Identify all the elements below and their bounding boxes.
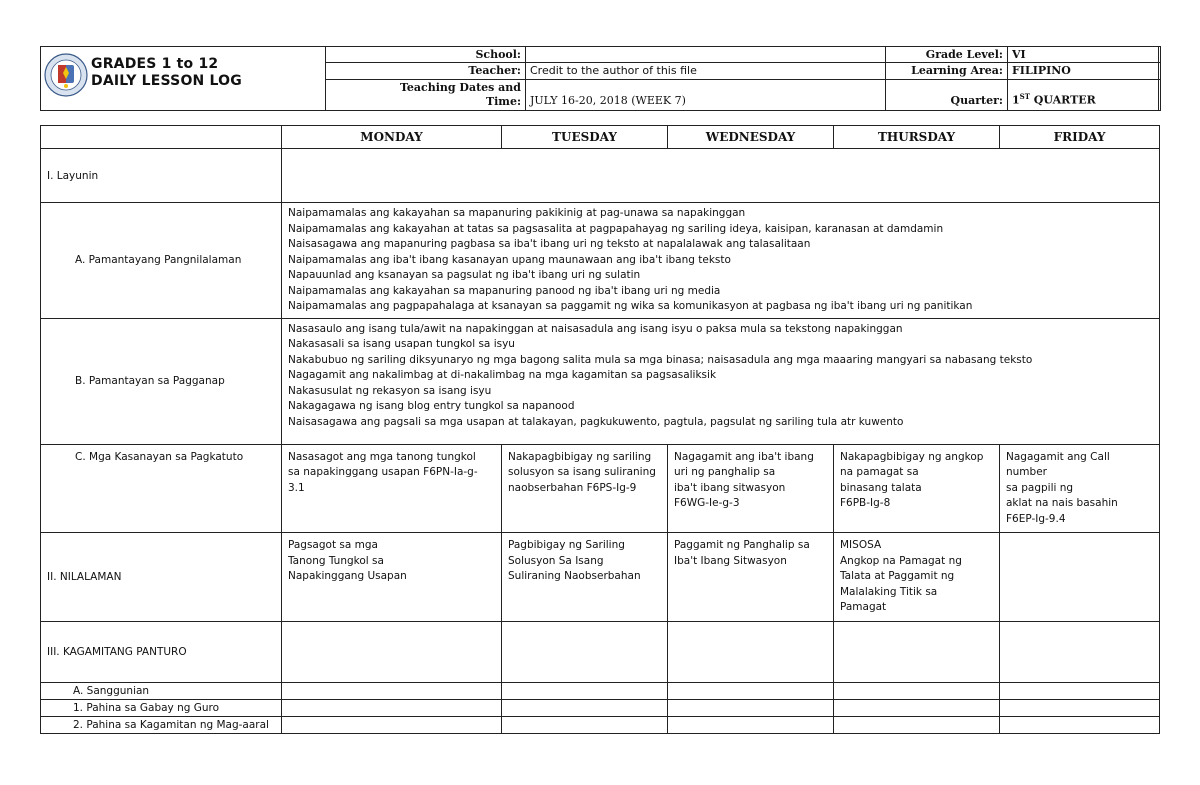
- kagamitan-row: [41, 622, 1160, 683]
- pamantayan-pagganap-label: B. Pamantayan sa Pagganap: [41, 318, 282, 444]
- deped-seal-logo: [44, 53, 88, 97]
- kagamitan-magaaral-monday: [282, 717, 502, 734]
- cell-line: Solusyon Sa Isang: [508, 554, 604, 567]
- quarter-ordinal-suffix: ST: [1019, 92, 1030, 102]
- list-item: Naipamamalas ang kakayahan at tatas sa pagsasalita at pagpapahayag ng sariling ideya, kaisipan, karanasan at damdamin: [288, 222, 944, 235]
- cell-line: Paggamit ng Panghalip sa: [674, 539, 810, 551]
- day-header-monday: MONDAY: [282, 126, 502, 149]
- cell-line: F6PB-Ig-8: [840, 497, 891, 509]
- lesson-log-table: [40, 125, 1160, 734]
- sanggunian-label: A. Sanggunian: [41, 683, 282, 700]
- gabay-guro-row: [41, 700, 1160, 717]
- list-item: Nagagamit ang nakalimbag at di-nakalimbag na mga kagamitan sa pagsasaliksik: [288, 369, 717, 381]
- kasanayan-wednesday: [668, 444, 834, 533]
- cell-line: Pamagat: [840, 601, 887, 613]
- cell-line: sa pagpili ng: [1006, 481, 1074, 494]
- cell-line: na pamagat sa: [840, 466, 919, 478]
- sanggunian-row: [41, 683, 1160, 700]
- list-item: Nakasasali sa isang usapan tungkol sa isyu: [288, 338, 515, 350]
- grade-level-value: VI: [1008, 47, 1161, 63]
- kagamitan-thursday: [834, 622, 1000, 683]
- grade-level-label: Grade Level:: [886, 47, 1008, 63]
- list-item: Nasasaulo ang isang tula/awit na napakinggan at naisasadula ang isang isyu o paksa mula sa tekstong napakinggan: [288, 322, 903, 335]
- gabay-guro-monday: [282, 700, 502, 717]
- kagamitan-magaaral-row: [41, 717, 1160, 734]
- kasanayan-label: C. Mga Kasanayan sa Pagkatuto: [41, 444, 282, 533]
- list-item: Naipamamalas ang pagpapahalaga at ksanayan sa paggamit ng wika sa komunikasyon at pagbasa ng iba't ibang uri ng panitikan: [288, 300, 973, 312]
- pamantayan-pagganap-row: [41, 318, 1160, 444]
- cell-line: Nasasagot ang mga tanong tungkol: [288, 450, 476, 463]
- kagamitan-label: III. KAGAMITANG PANTURO: [41, 622, 282, 683]
- list-item: Naisasagawa ang mapanuring pagbasa sa iba't ibang uri ng teksto at napalalawak ang talasalitaan: [288, 238, 811, 250]
- cell-line: Iba't Ibang Sitwasyon: [674, 554, 787, 567]
- sanggunian-friday: [1000, 683, 1160, 700]
- quarter-number: 1: [1012, 94, 1020, 107]
- kagamitan-magaaral-friday: [1000, 717, 1160, 734]
- cell-line: Angkop na Pamagat ng: [840, 554, 962, 567]
- gabay-guro-label: 1. Pahina sa Gabay ng Guro: [41, 700, 282, 717]
- day-header-friday: FRIDAY: [1000, 126, 1160, 149]
- pamantayang-pangnilalaman-row: [41, 203, 1160, 319]
- day-header-wednesday: WEDNESDAY: [668, 126, 834, 149]
- nilalaman-row: [41, 533, 1160, 622]
- kagamitan-wednesday: [668, 622, 834, 683]
- log-title-daily-lesson-log: DAILY LESSON LOG: [91, 73, 242, 89]
- school-label: School:: [326, 47, 526, 63]
- cell-line: 3.1: [288, 481, 305, 494]
- teaching-dates-label-line2: Time:: [485, 94, 521, 108]
- day-header-tuesday: TUESDAY: [502, 126, 668, 149]
- cell-line: iba't ibang sitwasyon: [674, 481, 786, 494]
- cell-line: solusyon sa isang suliraning: [508, 466, 656, 478]
- lesson-log-header: [40, 46, 1159, 111]
- learning-area-value: FILIPINO: [1008, 63, 1161, 79]
- kasanayan-monday: [282, 444, 502, 533]
- gabay-guro-friday: [1000, 700, 1160, 717]
- list-item: Napauunlad ang ksanayan sa pagsulat ng iba't ibang uri ng sulatin: [288, 269, 641, 281]
- sanggunian-monday: [282, 683, 502, 700]
- gabay-guro-wednesday: [668, 700, 834, 717]
- kagamitan-magaaral-thursday: [834, 717, 1000, 734]
- nilalaman-thursday: [834, 533, 1000, 622]
- gabay-guro-tuesday: [502, 700, 668, 717]
- list-item: Naisasagawa ang pagsali sa mga usapan at talakayan, pagkukuwento, pagtula, pagsulat ng sariling tula atr kuwento: [288, 415, 904, 428]
- cell-line: MISOSA: [840, 539, 882, 551]
- kagamitan-magaaral-label: 2. Pahina sa Kagamitan ng Mag-aaral: [41, 717, 282, 734]
- cell-line: naobserbahan F6PS-Ig-9: [508, 481, 637, 494]
- kagamitan-tuesday: [502, 622, 668, 683]
- kagamitan-magaaral-wednesday: [668, 717, 834, 734]
- cell-line: Nakapagbibigay ng sariling: [508, 450, 652, 463]
- learning-area-label: Learning Area:: [886, 63, 1008, 79]
- quarter-text: QUARTER: [1029, 94, 1096, 107]
- sanggunian-wednesday: [668, 683, 834, 700]
- corner-cell: [41, 126, 282, 149]
- cell-line: uri ng panghalip sa: [674, 466, 776, 478]
- cell-line: Malalaking Titik sa: [840, 585, 938, 598]
- cell-line: F6WG-Ie-g-3: [674, 497, 740, 509]
- layunin-row: [41, 149, 1160, 203]
- nilalaman-tuesday: [502, 533, 668, 622]
- kagamitan-monday: [282, 622, 502, 683]
- teaching-dates-label-line1: Teaching Dates and: [399, 80, 521, 94]
- nilalaman-monday: [282, 533, 502, 622]
- kagamitan-magaaral-tuesday: [502, 717, 668, 734]
- nilalaman-wednesday: [668, 533, 834, 622]
- cell-line: Nakapagbibigay ng angkop: [840, 450, 984, 463]
- cell-line: Pagsagot sa mga: [288, 539, 378, 551]
- kagamitan-friday: [1000, 622, 1160, 683]
- quarter-label: Quarter:: [886, 79, 1008, 111]
- quarter-value: [1008, 79, 1161, 111]
- nilalaman-friday: [1000, 533, 1160, 622]
- day-header-row: [41, 126, 1160, 149]
- list-item: Naipamamalas ang kakayahan sa mapanuring pakikinig at pag-unawa sa napakinggan: [288, 207, 746, 219]
- list-item: Nakabubuo ng sariling diksyunaryo ng mga bagong salita mula sa mga binasa; naisasadula ang mga maaaring mangyari sa nabasang teksto: [288, 353, 1033, 366]
- cell-line: binasang talata: [840, 481, 922, 494]
- day-header-thursday: THURSDAY: [834, 126, 1000, 149]
- sanggunian-thursday: [834, 683, 1000, 700]
- kasanayan-thursday: [834, 444, 1000, 533]
- cell-line: Talata at Paggamit ng: [840, 570, 955, 582]
- list-item: Nakasusulat ng rekasyon sa isang isyu: [288, 384, 492, 397]
- cell-line: Napakinggang Usapan: [288, 570, 407, 582]
- pamantayang-pangnilalaman-list: [282, 203, 1160, 319]
- kasanayan-row: [41, 444, 1160, 533]
- gabay-guro-thursday: [834, 700, 1000, 717]
- cell-line: Tanong Tungkol sa: [288, 554, 384, 567]
- header-meta-table: [325, 46, 1161, 111]
- kasanayan-friday: [1000, 444, 1160, 533]
- cell-line: Nagagamit ang iba't ibang: [674, 450, 814, 463]
- teacher-value: Credit to the author of this file: [526, 63, 886, 79]
- cell-line: Pagbibigay ng Sariling: [508, 539, 625, 551]
- cell-line: aklat na nais basahin: [1006, 497, 1118, 509]
- log-title-grades: GRADES 1 to 12: [91, 56, 219, 72]
- cell-line: sa napakinggang usapan F6PN-Ia-g-: [288, 466, 478, 478]
- teaching-dates-value: JULY 16-20, 2018 (WEEK 7): [526, 79, 886, 111]
- layunin-content: [282, 149, 1160, 203]
- nilalaman-label: II. NILALAMAN: [41, 533, 282, 622]
- cell-line: Suliraning Naobserbahan: [508, 570, 641, 582]
- kasanayan-tuesday: [502, 444, 668, 533]
- layunin-label: I. Layunin: [41, 149, 282, 203]
- pamantayang-pangnilalaman-label: A. Pamantayang Pangnilalaman: [41, 203, 282, 319]
- teaching-dates-label: [326, 79, 526, 111]
- teacher-label: Teacher:: [326, 63, 526, 79]
- pamantayan-pagganap-list: [282, 318, 1160, 444]
- cell-line: F6EP-Ig-9.4: [1006, 512, 1066, 525]
- list-item: Naipamamalas ang kakayahan sa mapanuring panood ng iba't ibang uri ng media: [288, 284, 721, 297]
- list-item: Naipamamalas ang iba't ibang kasanayan upang maunawaan ang iba't ibang teksto: [288, 253, 731, 266]
- sanggunian-tuesday: [502, 683, 668, 700]
- cell-line: Nagagamit ang Call number: [1006, 450, 1110, 478]
- list-item: Nakagagawa ng isang blog entry tungkol sa napanood: [288, 400, 575, 412]
- school-value: [526, 47, 886, 63]
